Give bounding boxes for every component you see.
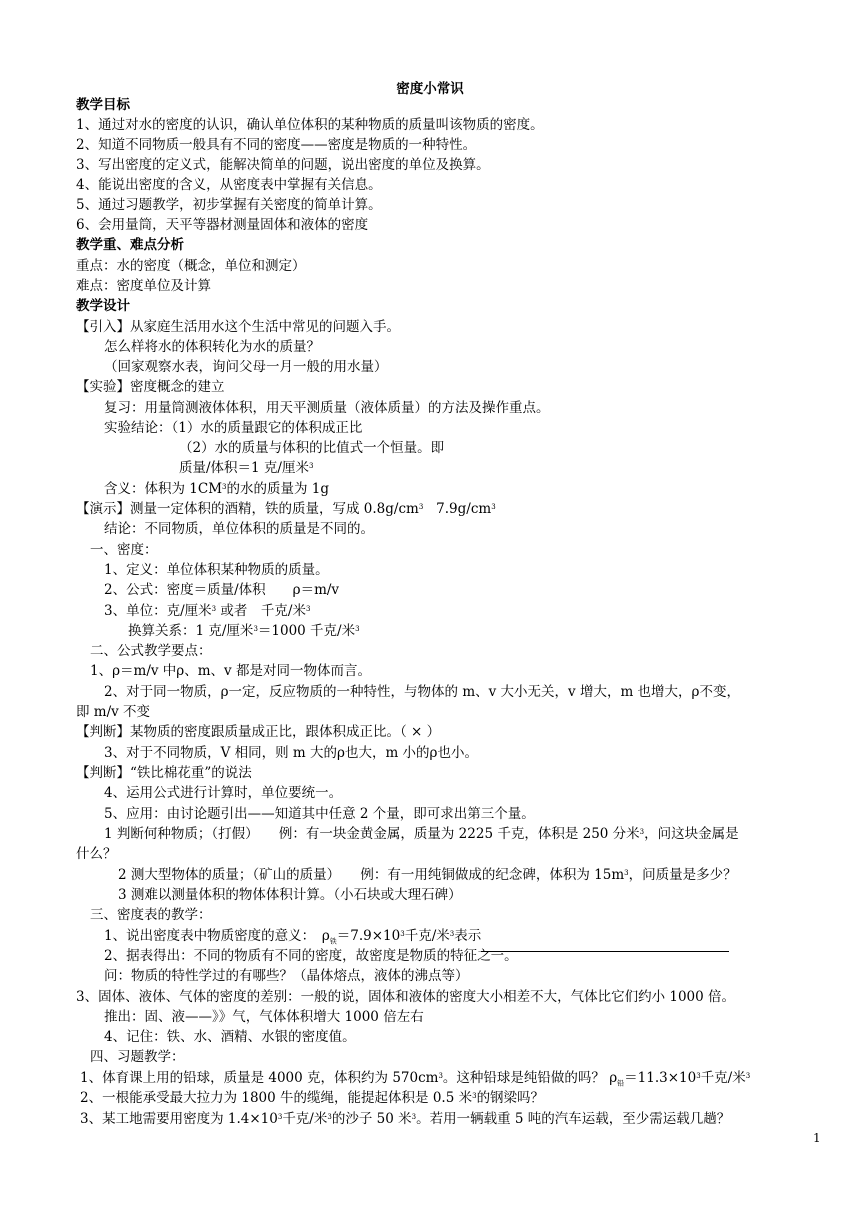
section-3-item-3-cont: 推出：固、液——》》气，气体体积增大 1000 倍左右 [104, 1009, 424, 1025]
section-3-item-2: 2、据表得出：不同的物质有不同的密度，故密度是物质的特征之一。 [104, 948, 518, 964]
heading-goals: 教学目标 [76, 97, 130, 113]
section-2-item-1: 1、ρ＝m/v 中ρ、m、v 都是对同一物体而言。 [90, 663, 371, 679]
demo-conclusion: 结论：不同物质，单位体积的质量是不同的。 [104, 521, 374, 537]
section-2-heading: 二、公式教学要点： [90, 643, 212, 659]
goal-5: 5、通过习题教学，初步掌握有关密度的简单计算。 [76, 197, 382, 213]
conclusion-2: （2）水的质量与体积的比值式一个恒量。即 [179, 440, 445, 456]
section-1-item-1: 1、定义：单位体积某种物质的质量。 [104, 562, 329, 578]
experiment-line: 【实验】密度概念的建立 [76, 379, 225, 395]
section-3-item-1: 1、说出密度表中物质密度的意义： $\rho_铁=7.9\times 10^3$千克/米$^3$表示 [104, 927, 729, 952]
goal-6: 6、会用量筒，天平等器材测量固体和液体的密度 [76, 217, 369, 233]
conversion-line: 换算关系：1 克/厘米$^3$＝1000 千克/米$^3$ [128, 623, 360, 639]
heading-key: 教学重、难点分析 [76, 237, 184, 253]
section-2-item-2: 2、对于同一物质，ρ一定，反应物质的一种特性，与物体的 m、v 大小无关，v 增大，m 也增大，ρ不变， [104, 684, 740, 700]
section-3-item-4: 4、记住：铁、水、酒精、水银的密度值。 [104, 1029, 356, 1045]
section-1-heading: 一、密度： [90, 542, 158, 558]
review-line: 复习：用量筒测液体体积，用天平测质量（液体质量）的方法及操作重点。 [104, 400, 550, 416]
exercise-1: 1、体育课上用的铅球，质量是 4000 克，体积约为 $570cm^3$。这种铅球是纯铅做的吗？ $\rho_铅=11.3\times 10^3$千克/米$^3$ [80, 1070, 751, 1088]
intro-question: 怎么样将水的体积转化为水的质量？ [104, 339, 320, 355]
goal-2: 2、知道不同物质一般具有不同的密度——密度是物质的一种特性。 [76, 137, 477, 153]
goal-1: 1、通过对水的密度的认识，确认单位体积的某种物质的质量叫该物质的密度。 [76, 117, 544, 133]
judge-2: 【判断】“铁比棉花重”的说法 [76, 765, 252, 781]
goal-4: 4、能说出密度的含义，从密度表中掌握有关信息。 [76, 177, 382, 193]
page-number: 1 [813, 1131, 821, 1145]
exercise-2: 2、一根能承受最大拉力为 1800 牛的缆绳，能提起体积是 0.5 米$^3$的钢梁吗？ [80, 1090, 545, 1106]
section-3-question: 问：物质的特性学过的有哪些？（晶体熔点，液体的沸点等） [104, 968, 469, 984]
intro-line: 【引入】从家庭生活用水这个生活中常见的问题入手。 [76, 319, 400, 335]
section-4-heading: 四、习题教学： [90, 1049, 185, 1065]
difficult-point: 难点：密度单位及计算 [76, 278, 211, 294]
exercise-3: 3、某工地需要用密度为 $1.4\times 10^3$千克/米$^3$的沙子 50 米$^3$。若用一辆载重 5 吨的汽车运载，至少需运载几趟？ [80, 1111, 731, 1127]
section-1-item-2: 2、公式：密度＝质量/体积 ρ＝m/v [104, 582, 340, 598]
section-3-heading: 三、密度表的教学： [90, 907, 212, 923]
heading-design: 教学设计 [76, 298, 130, 314]
section-2-item-2-cont: 即 m/v 不变 [76, 704, 151, 720]
application-2: 2 测大型物体的质量；（矿山的质量） 例：有一用纯铜做成的纪念碑，体积为 $15m^3$，问质量是多少？ [118, 867, 737, 883]
demo-line: 【演示】测量一定体积的酒精，铁的质量，写成 $0.8g/cm^3$ $7.9g/cm^3$ [76, 501, 496, 517]
page-title: 密度小常识 [396, 81, 464, 97]
section-2-item-4: 4、运用公式进行计算时，单位要统一。 [104, 785, 343, 801]
application-1: 1 判断何种物质；（打假） 例：有一块金黄金属，质量为 2225 千克，体积是 250 分米$^3$，问这块金属是 [104, 826, 739, 842]
application-3: 3 测难以测量体积的物体体积计算。（小石块或大理石碑） [118, 887, 462, 903]
goal-3: 3、写出密度的定义式，能解决简单的问题，说出密度的单位及换算。 [76, 157, 490, 173]
application-1-cont: 什么？ [76, 846, 117, 862]
section-1-item-3: 3、单位：克/厘米$^3$ 或者 千克/米$^3$ [104, 603, 311, 619]
conclusion-3: 质量/体积＝1 克/厘米$^3$ [179, 460, 314, 476]
answer-blank[interactable] [481, 937, 729, 952]
section-2-item-5: 5、应用：由讨论题引出——知道其中任意 2 个量，即可求出第三个量。 [104, 806, 535, 822]
meaning-line: 含义：体积为 $1CM^3$的水的质量为 1g [104, 481, 330, 497]
intro-note: （回家观察水表，询问父母一月一般的用水量） [104, 359, 388, 375]
section-3-item-3: 3、固体、液体、气体的密度的差别：一般的说，固体和液体的密度大小相差不大，气体比它们约小 1000 倍。 [76, 989, 736, 1005]
conclusion-1: 实验结论：（1）水的质量跟它的体积成正比 [104, 420, 363, 436]
judge-1: 【判断】某物质的密度跟质量成正比，跟体积成正比。（ × ） [76, 724, 441, 740]
section-2-item-3: 3、对于不同物质，V 相同，则 m 大的ρ也大，m 小的ρ也小。 [104, 745, 478, 761]
key-point: 重点：水的密度（概念，单位和测定） [76, 258, 306, 274]
